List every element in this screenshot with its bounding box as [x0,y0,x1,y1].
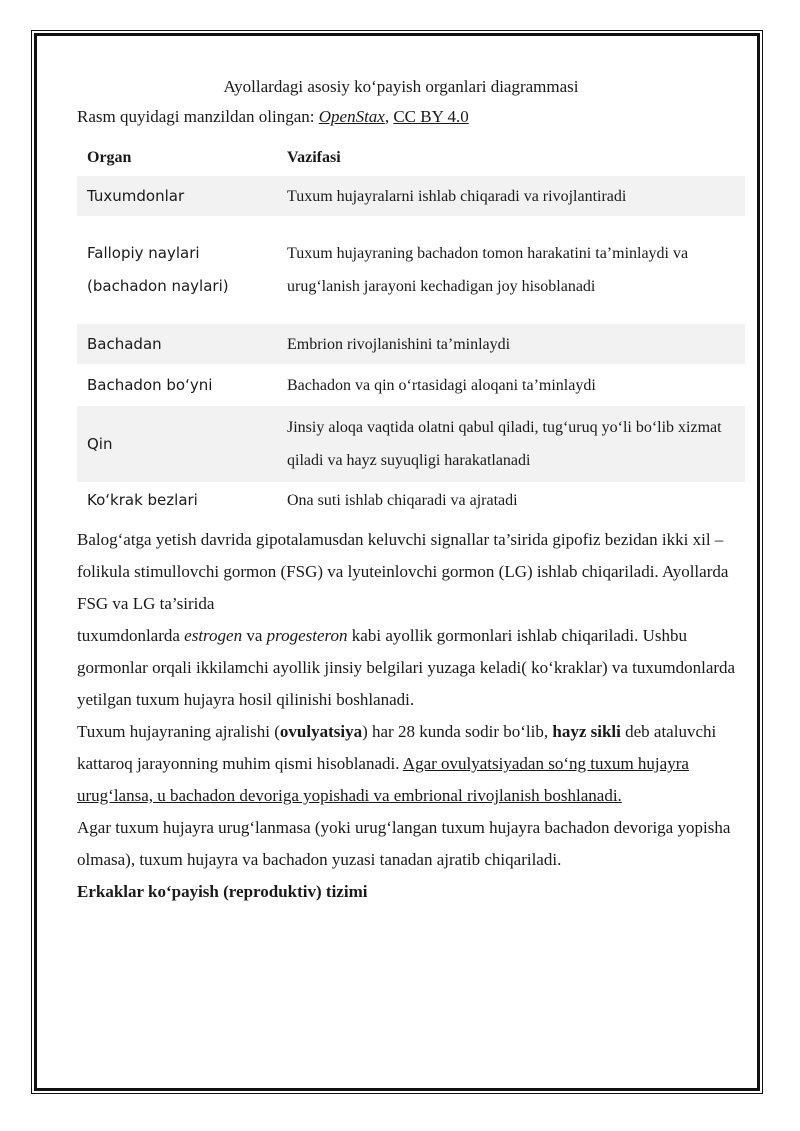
text-span: kabi ayollik gormonlari ishlab chiqariladi. Ushbu gormonlar orqali ikkilamchi ayollik jinsiy belgilari yuzaga keladi( ko‘kraklar) va tuxumdonlarda yetilgan tuxum hujayra hosil qilinishi boshlanadi. [77,626,736,709]
function-cell: Tuxum hujayralarni ishlab chiqaradi va rivojlantiradi [277,176,745,216]
organ-cell: Ko‘krak bezlari [87,490,198,509]
paragraph-hormones [77,524,737,716]
organ-cell: Bachadan [77,324,277,364]
openstax-link[interactable]: OpenStax [318,107,385,126]
term-estrogen: estrogen [184,626,243,645]
table-row [77,176,745,216]
paragraph-menstruation: Agar tuxum hujayra urug‘lanmasa (yoki urug‘langan tuxum hujayra bachadon devoriga yopisha olmasa), tuxum hujayra va bachadon yuzasi tanadan ajratib chiqariladi. [77,818,731,869]
header-function: Vazifasi [287,148,341,166]
table-header-row [77,138,745,176]
table-row [77,216,745,324]
function-cell: Ona suti ishlab chiqaradi va ajratadi [287,491,518,509]
document-body [77,74,736,908]
table-row [77,482,745,518]
table-row [77,406,745,482]
term-ovulyatsiya: ovulyatsiya [279,722,363,741]
organ-cell: Qin [77,406,277,482]
table-row [77,364,745,406]
text-span: Tuxum hujayraning ajralishi ( [77,722,280,741]
table-row [77,324,745,364]
function-cell: Jinsiy aloqa vaqtida olatni qabul qiladi, tug‘uruq yo‘li bo‘lib xizmat qiladi va hayz suyuqligi harakatlanadi [277,406,745,482]
term-hayz-sikli: hayz sikli [552,722,621,741]
figure-source [77,104,725,130]
text-span: va [242,626,267,645]
license-link[interactable]: CC BY 4.0 [393,107,469,126]
header-organ: Organ [87,148,132,166]
organ-cell: Bachadon bo‘yni [87,375,213,394]
source-separator: , [384,107,394,126]
underlined-sentence: Agar ovulyatsiyadan so‘ng tuxum hujayra urug‘lansa, u bachadon devoriga yopishadi va embrional rivojlanish boshlanadi. [77,754,689,805]
term-progesteron: progesteron [266,626,348,645]
organ-cell: Tuxumdonlar [77,176,277,216]
organ-function-table [77,138,745,518]
text-span: tuxumdonlarda [77,626,185,645]
section-heading: Erkaklar ko‘payish (reproduktiv) tizimi [77,882,368,901]
function-cell: Tuxum hujayraning bachadon tomon harakatini ta’minlaydi va urug‘lanish jarayoni kechadigan joy hisoblanadi [287,245,689,295]
text-span: Balog‘atga yetish davrida gipotalamusdan keluvchi signallar ta’sirida gipofiz bezidan ikki xil – folikula stimullovchi gormon (FSG) va lyuteinlovchi gormon (LG) ishlab chiqariladi. Ayollarda FSG va LG ta’sirida [77,530,729,613]
function-cell: Bachadon va qin o‘rtasidagi aloqani ta’minlaydi [287,376,596,394]
text-span: ) har 28 kunda sodir bo‘lib, [362,722,553,741]
text-span: deb ataluvchi kattaroq jarayonning muhim qismi hisoblanadi. [77,722,717,773]
organ-cell: Fallopiy naylari (bachadon naylari) [87,244,229,295]
paragraph-ovulation [77,716,737,812]
figure-caption: Ayollardagi asosiy ko‘payish organlari diagrammasi [223,77,579,96]
function-cell: Embrion rivojlanishini ta’minlaydi [277,324,745,364]
source-prefix: Rasm quyidagi manzildan olingan: [77,107,319,126]
